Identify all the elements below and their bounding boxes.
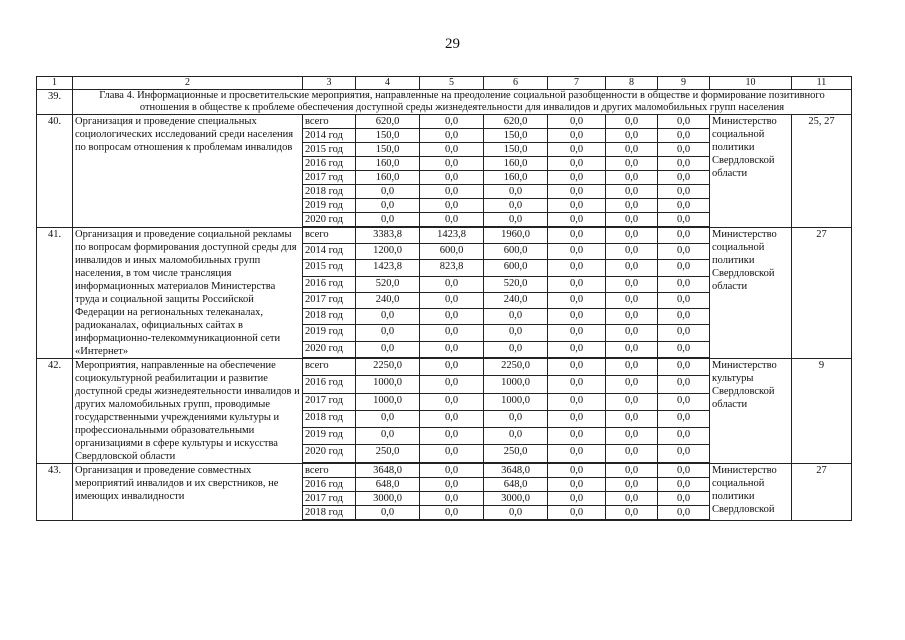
value-cell-col7: 0,0 [548, 445, 606, 462]
year-cell: 2019 год [303, 199, 356, 213]
value-cell-col5: 0,0 [420, 464, 484, 478]
value-cell-col5: 0,0 [420, 506, 484, 520]
value-cell-col7: 0,0 [548, 376, 606, 393]
value-cell-col6: 1000,0 [484, 393, 548, 410]
value-cell-col8: 0,0 [606, 244, 658, 260]
value-cell-col8: 0,0 [606, 341, 658, 357]
column-number-8: 8 [606, 77, 658, 90]
value-cell-col7: 0,0 [548, 143, 606, 157]
value-cell-col4: 240,0 [356, 292, 420, 308]
year-cell: 2016 год [303, 157, 356, 171]
value-cell-col5: 0,0 [420, 115, 484, 129]
year-cell: 2017 год [303, 492, 356, 506]
year-cell: 2014 год [303, 244, 356, 260]
filler-cell [420, 520, 484, 521]
value-cell-col6: 648,0 [484, 478, 548, 492]
value-cell-col7: 0,0 [548, 213, 606, 227]
value-cell-col9: 0,0 [658, 309, 710, 325]
value-cell-col6: 0,0 [484, 341, 548, 357]
year-cell: 2018 год [303, 309, 356, 325]
year-cell: 2019 год [303, 325, 356, 341]
value-cell-col4: 150,0 [356, 143, 420, 157]
item-name: Мероприятия, направленные на обеспечение социокультурной реабилитации и развитие доступной среды жизнедеятельности инвалидов и других маломобильных групп, проводимые государственными учреждениями культуры и профессиональными образовательными организациями в сфере культуры и искусства Свердловской области [73, 359, 303, 464]
value-cell-col9: 0,0 [658, 478, 710, 492]
value-cell-col7: 0,0 [548, 506, 606, 520]
value-cell-col9: 0,0 [658, 410, 710, 427]
value-cell-col4: 1000,0 [356, 376, 420, 393]
value-cell-col5: 0,0 [420, 199, 484, 213]
value-cell-col8: 0,0 [606, 376, 658, 393]
value-cell-col9: 0,0 [658, 129, 710, 143]
value-cell-col5: 0,0 [420, 309, 484, 325]
item-name: Организация и проведение специальных социологических исследований среди населения по вопросам отношения к проблемам инвалидов [73, 115, 303, 228]
value-cell-col9: 0,0 [658, 428, 710, 445]
value-cell-col6: 3648,0 [484, 464, 548, 478]
column-number-2: 2 [73, 77, 303, 90]
value-cell-col7: 0,0 [548, 410, 606, 427]
value-cell-col9: 0,0 [658, 506, 710, 520]
value-cell-col4: 648,0 [356, 478, 420, 492]
value-cell-col7: 0,0 [548, 359, 606, 376]
chapter-title: Глава 4. Информационные и просветительские мероприятия, направленные на преодоление социальной разобщенности в обществе и формирование позитивного отношения в обществе к проблеме обеспечения доступной среды жизнедеятельности для инвалидов и других маломобильных групп населения [73, 90, 852, 115]
year-cell: 2017 год [303, 292, 356, 308]
value-cell-col8: 0,0 [606, 199, 658, 213]
value-cell-col9: 0,0 [658, 171, 710, 185]
value-cell-col6: 520,0 [484, 276, 548, 292]
value-cell-col6: 0,0 [484, 506, 548, 520]
value-cell-col5: 0,0 [420, 185, 484, 199]
value-cell-col8: 0,0 [606, 292, 658, 308]
value-cell-col4: 0,0 [356, 185, 420, 199]
value-cell-col6: 3000,0 [484, 492, 548, 506]
value-cell-col8: 0,0 [606, 213, 658, 227]
value-cell-col7: 0,0 [548, 292, 606, 308]
value-cell-col4: 520,0 [356, 276, 420, 292]
year-cell: 2018 год [303, 410, 356, 427]
value-cell-col9: 0,0 [658, 464, 710, 478]
chapter-number: 39. [37, 90, 73, 115]
page-number: 29 [445, 36, 460, 52]
value-cell-col5: 823,8 [420, 260, 484, 276]
value-cell-col4: 1200,0 [356, 244, 420, 260]
value-cell-col9: 0,0 [658, 143, 710, 157]
item-number: 42. [37, 359, 73, 464]
item-number: 40. [37, 115, 73, 228]
column-number-1: 1 [37, 77, 73, 90]
value-cell-col7: 0,0 [548, 325, 606, 341]
filler-cell [606, 520, 658, 521]
value-cell-col5: 0,0 [420, 376, 484, 393]
value-cell-col4: 160,0 [356, 157, 420, 171]
value-cell-col4: 2250,0 [356, 359, 420, 376]
item-number: 43. [37, 464, 73, 521]
value-cell-col9: 0,0 [658, 199, 710, 213]
value-cell-col7: 0,0 [548, 244, 606, 260]
value-cell-col9: 0,0 [658, 260, 710, 276]
value-cell-col8: 0,0 [606, 276, 658, 292]
value-cell-col8: 0,0 [606, 428, 658, 445]
value-cell-col4: 3383,8 [356, 228, 420, 244]
value-cell-col6: 0,0 [484, 185, 548, 199]
year-cell: 2016 год [303, 478, 356, 492]
year-cell: 2018 год [303, 506, 356, 520]
year-cell: 2015 год [303, 260, 356, 276]
value-cell-col9: 0,0 [658, 115, 710, 129]
target-indicator-ref: 25, 27 [792, 115, 852, 228]
value-cell-col9: 0,0 [658, 292, 710, 308]
value-cell-col5: 600,0 [420, 244, 484, 260]
column-number-6: 6 [484, 77, 548, 90]
year-cell: 2015 год [303, 143, 356, 157]
column-number-5: 5 [420, 77, 484, 90]
filler-cell [303, 520, 356, 521]
value-cell-col4: 0,0 [356, 199, 420, 213]
value-cell-col5: 1423,8 [420, 228, 484, 244]
value-cell-col7: 0,0 [548, 341, 606, 357]
value-cell-col4: 620,0 [356, 115, 420, 129]
chapter-row [37, 90, 852, 115]
filler-cell [356, 520, 420, 521]
value-cell-col9: 0,0 [658, 359, 710, 376]
value-cell-col5: 0,0 [420, 410, 484, 427]
value-cell-col7: 0,0 [548, 115, 606, 129]
value-cell-col9: 0,0 [658, 228, 710, 244]
year-cell: всего [303, 464, 356, 478]
value-cell-col8: 0,0 [606, 393, 658, 410]
value-cell-col4: 0,0 [356, 341, 420, 357]
value-cell-col7: 0,0 [548, 260, 606, 276]
column-number-4: 4 [356, 77, 420, 90]
value-cell-col8: 0,0 [606, 478, 658, 492]
value-cell-col6: 150,0 [484, 143, 548, 157]
value-cell-col4: 0,0 [356, 506, 420, 520]
value-cell-col7: 0,0 [548, 185, 606, 199]
value-cell-col6: 1960,0 [484, 228, 548, 244]
value-cell-col6: 1000,0 [484, 376, 548, 393]
value-cell-col9: 0,0 [658, 376, 710, 393]
value-cell-col6: 0,0 [484, 325, 548, 341]
value-cell-col4: 160,0 [356, 171, 420, 185]
value-cell-col7: 0,0 [548, 276, 606, 292]
executor: Министерство культуры Свердловской области [710, 359, 792, 464]
value-cell-col4: 1423,8 [356, 260, 420, 276]
year-cell: 2014 год [303, 129, 356, 143]
value-cell-col6: 620,0 [484, 115, 548, 129]
column-number-11: 11 [792, 77, 852, 90]
executor: Министерство социальной политики Свердловской области [710, 115, 792, 228]
table-body [37, 77, 852, 521]
value-cell-col9: 0,0 [658, 393, 710, 410]
year-cell: всего [303, 228, 356, 244]
value-cell-col8: 0,0 [606, 228, 658, 244]
value-cell-col6: 600,0 [484, 244, 548, 260]
value-cell-col7: 0,0 [548, 171, 606, 185]
value-cell-col7: 0,0 [548, 129, 606, 143]
value-cell-col4: 3000,0 [356, 492, 420, 506]
target-indicator-ref: 27 [792, 464, 852, 521]
year-cell: 2018 год [303, 185, 356, 199]
target-indicator-ref: 27 [792, 228, 852, 359]
target-indicator-ref: 9 [792, 359, 852, 464]
year-cell: 2017 год [303, 171, 356, 185]
value-cell-col4: 0,0 [356, 213, 420, 227]
value-cell-col7: 0,0 [548, 492, 606, 506]
table-row [37, 115, 852, 129]
value-cell-col8: 0,0 [606, 143, 658, 157]
value-cell-col5: 0,0 [420, 213, 484, 227]
value-cell-col8: 0,0 [606, 171, 658, 185]
value-cell-col4: 0,0 [356, 325, 420, 341]
value-cell-col6: 0,0 [484, 199, 548, 213]
value-cell-col7: 0,0 [548, 464, 606, 478]
value-cell-col8: 0,0 [606, 115, 658, 129]
column-number-9: 9 [658, 77, 710, 90]
column-number-3: 3 [303, 77, 356, 90]
value-cell-col7: 0,0 [548, 309, 606, 325]
value-cell-col5: 0,0 [420, 276, 484, 292]
year-cell: 2020 год [303, 213, 356, 227]
value-cell-col5: 0,0 [420, 492, 484, 506]
value-cell-col4: 3648,0 [356, 464, 420, 478]
value-cell-col5: 0,0 [420, 341, 484, 357]
value-cell-col9: 0,0 [658, 157, 710, 171]
value-cell-col6: 2250,0 [484, 359, 548, 376]
value-cell-col6: 160,0 [484, 157, 548, 171]
value-cell-col5: 0,0 [420, 445, 484, 462]
filler-cell [548, 520, 606, 521]
value-cell-col8: 0,0 [606, 260, 658, 276]
value-cell-col9: 0,0 [658, 185, 710, 199]
value-cell-col5: 0,0 [420, 157, 484, 171]
value-cell-col8: 0,0 [606, 129, 658, 143]
value-cell-col4: 0,0 [356, 410, 420, 427]
value-cell-col7: 0,0 [548, 199, 606, 213]
value-cell-col4: 250,0 [356, 445, 420, 462]
value-cell-col6: 160,0 [484, 171, 548, 185]
value-cell-col5: 0,0 [420, 325, 484, 341]
value-cell-col5: 0,0 [420, 393, 484, 410]
value-cell-col8: 0,0 [606, 464, 658, 478]
value-cell-col5: 0,0 [420, 359, 484, 376]
value-cell-col8: 0,0 [606, 506, 658, 520]
table-row [37, 464, 852, 478]
value-cell-col6: 0,0 [484, 309, 548, 325]
value-cell-col8: 0,0 [606, 157, 658, 171]
value-cell-col6: 600,0 [484, 260, 548, 276]
year-cell: 2017 год [303, 393, 356, 410]
column-number-row [37, 77, 852, 90]
value-cell-col6: 0,0 [484, 428, 548, 445]
value-cell-col7: 0,0 [548, 157, 606, 171]
table-row [37, 228, 852, 244]
value-cell-col8: 0,0 [606, 410, 658, 427]
value-cell-col7: 0,0 [548, 478, 606, 492]
value-cell-col5: 0,0 [420, 428, 484, 445]
value-cell-col9: 0,0 [658, 341, 710, 357]
year-cell: всего [303, 359, 356, 376]
value-cell-col6: 250,0 [484, 445, 548, 462]
value-cell-col8: 0,0 [606, 325, 658, 341]
executor: Министерство социальной политики Свердловской области [710, 228, 792, 359]
value-cell-col9: 0,0 [658, 276, 710, 292]
year-cell: 2019 год [303, 428, 356, 445]
value-cell-col6: 240,0 [484, 292, 548, 308]
value-cell-col9: 0,0 [658, 325, 710, 341]
year-cell: 2016 год [303, 276, 356, 292]
value-cell-col8: 0,0 [606, 359, 658, 376]
value-cell-col5: 0,0 [420, 129, 484, 143]
value-cell-col8: 0,0 [606, 185, 658, 199]
item-number: 41. [37, 228, 73, 359]
column-number-10: 10 [710, 77, 792, 90]
value-cell-col6: 150,0 [484, 129, 548, 143]
value-cell-col8: 0,0 [606, 492, 658, 506]
value-cell-col4: 1000,0 [356, 393, 420, 410]
filler-cell [658, 520, 710, 521]
column-number-7: 7 [548, 77, 606, 90]
value-cell-col7: 0,0 [548, 428, 606, 445]
filler-cell [484, 520, 548, 521]
value-cell-col8: 0,0 [606, 309, 658, 325]
year-cell: 2016 год [303, 376, 356, 393]
value-cell-col7: 0,0 [548, 228, 606, 244]
value-cell-col8: 0,0 [606, 445, 658, 462]
value-cell-col9: 0,0 [658, 445, 710, 462]
year-cell: 2020 год [303, 341, 356, 357]
year-cell: 2020 год [303, 445, 356, 462]
item-name: Организация и проведение социальной рекламы по вопросам формирования доступной среды для инвалидов и иных маломобильных групп населения, в том числе трансляция информационных материалов Министерства труда и социальной защиты Российской Федерации на региональных телеканалах, радиоканалах, официальных сайтах в информационно-телекоммуникационной сети «Интернет» [73, 228, 303, 359]
table-row [37, 359, 852, 376]
value-cell-col9: 0,0 [658, 492, 710, 506]
value-cell-col6: 0,0 [484, 410, 548, 427]
value-cell-col4: 0,0 [356, 428, 420, 445]
value-cell-col5: 0,0 [420, 143, 484, 157]
value-cell-col4: 0,0 [356, 309, 420, 325]
value-cell-col9: 0,0 [658, 244, 710, 260]
value-cell-col4: 150,0 [356, 129, 420, 143]
executor: Министерство социальной политики Свердловской [710, 464, 792, 521]
year-cell: всего [303, 115, 356, 129]
program-table [36, 76, 852, 521]
value-cell-col5: 0,0 [420, 171, 484, 185]
value-cell-col5: 0,0 [420, 478, 484, 492]
value-cell-col6: 0,0 [484, 213, 548, 227]
value-cell-col5: 0,0 [420, 292, 484, 308]
value-cell-col7: 0,0 [548, 393, 606, 410]
value-cell-col9: 0,0 [658, 213, 710, 227]
item-name: Организация и проведение совместных мероприятий инвалидов и их сверстников, не имеющих инвалидности [73, 464, 303, 521]
